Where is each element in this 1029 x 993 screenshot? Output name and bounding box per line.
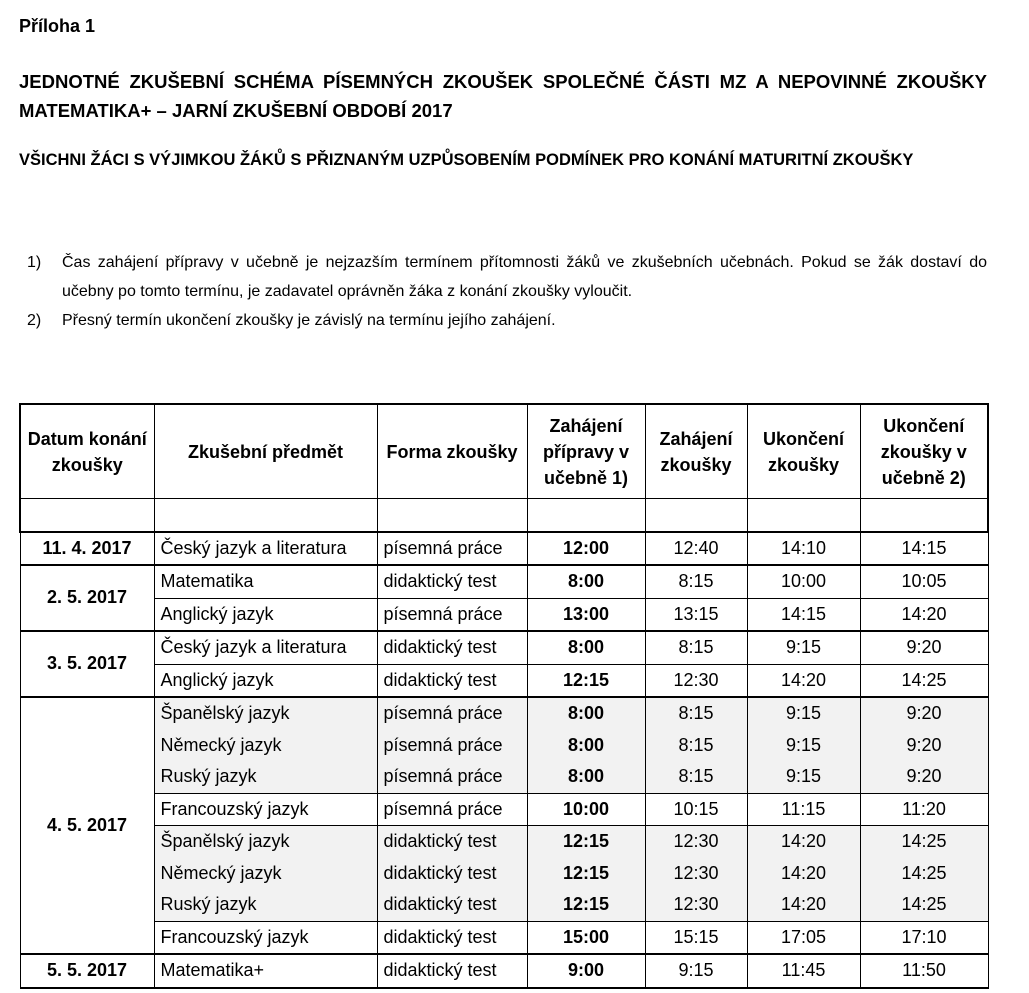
cell-exam-end: 9:15 (747, 761, 860, 793)
cell-subject: Český jazyk a literatura (154, 532, 377, 566)
cell-exam-start: 12:30 (645, 826, 747, 858)
exam-schedule-table (19, 403, 989, 989)
cell-subject: Český jazyk a literatura (154, 631, 377, 664)
header-subject: Zkušební předmět (154, 404, 377, 499)
cell-prep-start: 10:00 (527, 793, 645, 826)
cell-subject: Německý jazyk (154, 858, 377, 890)
header-prep-start: Zahájení přípravy v učebně 1) (527, 404, 645, 499)
cell-prep-start: 12:15 (527, 889, 645, 921)
cell-room-end: 14:25 (860, 664, 988, 697)
gap-cell (645, 499, 747, 532)
cell-room-end: 14:25 (860, 858, 988, 890)
cell-room-end: 9:20 (860, 697, 988, 730)
footnote-1 (27, 248, 987, 306)
cell-form: didaktický test (377, 826, 527, 858)
cell-exam-start: 15:15 (645, 921, 747, 954)
table-row (20, 697, 988, 730)
table-row (20, 793, 988, 826)
table-row (20, 730, 988, 762)
cell-subject: Matematika+ (154, 954, 377, 988)
cell-room-end: 9:20 (860, 631, 988, 664)
cell-subject: Francouzský jazyk (154, 921, 377, 954)
cell-exam-start: 8:15 (645, 565, 747, 598)
table-row (20, 631, 988, 664)
footnote-text: Čas zahájení přípravy v učebně je nejzazším termínem přítomnosti žáků ve zkušebních učebnách. Pokud se žák dostaví do učebny po tomto termínu, je zadavatel oprávněn žáka z konání zkoušky vyloučit. (62, 254, 987, 300)
cell-subject: Ruský jazyk (154, 761, 377, 793)
cell-prep-start: 15:00 (527, 921, 645, 954)
cell-exam-end: 9:15 (747, 697, 860, 730)
cell-form: písemná práce (377, 761, 527, 793)
cell-date: 11. 4. 2017 (20, 532, 154, 566)
table-row (20, 761, 988, 793)
cell-exam-start: 12:40 (645, 532, 747, 566)
cell-prep-start: 12:15 (527, 664, 645, 697)
cell-form: písemná práce (377, 730, 527, 762)
footnotes (27, 248, 987, 335)
cell-exam-start: 13:15 (645, 598, 747, 631)
cell-exam-start: 12:30 (645, 889, 747, 921)
cell-exam-end: 17:05 (747, 921, 860, 954)
table-row (20, 598, 988, 631)
cell-room-end: 10:05 (860, 565, 988, 598)
table-row (20, 889, 988, 921)
cell-subject: Francouzský jazyk (154, 793, 377, 826)
cell-form: didaktický test (377, 954, 527, 988)
header-gap (20, 499, 988, 532)
footnote-number: 1) (27, 254, 42, 271)
cell-exam-start: 10:15 (645, 793, 747, 826)
cell-date: 5. 5. 2017 (20, 954, 154, 988)
cell-subject: Německý jazyk (154, 730, 377, 762)
table-row (20, 858, 988, 890)
cell-exam-start: 8:15 (645, 697, 747, 730)
cell-prep-start: 8:00 (527, 565, 645, 598)
table-row (20, 532, 988, 566)
cell-date: 4. 5. 2017 (20, 697, 154, 954)
cell-prep-start: 8:00 (527, 730, 645, 762)
cell-subject: Ruský jazyk (154, 889, 377, 921)
header-date: Datum konání zkoušky (20, 404, 154, 499)
cell-subject: Španělský jazyk (154, 697, 377, 730)
cell-exam-end: 14:20 (747, 664, 860, 697)
cell-prep-start: 13:00 (527, 598, 645, 631)
cell-exam-end: 14:20 (747, 826, 860, 858)
cell-prep-start: 8:00 (527, 631, 645, 664)
gap-cell (527, 499, 645, 532)
cell-room-end: 17:10 (860, 921, 988, 954)
document-title: JEDNOTNÉ ZKUŠEBNÍ SCHÉMA PÍSEMNÝCH ZKOUŠEK SPOLEČNÉ ČÁSTI MZ A NEPOVINNÉ ZKOUŠKY MATEMATIKA+ – JARNÍ ZKUŠEBNÍ OBDOBÍ 2017 (19, 71, 987, 121)
cell-form: didaktický test (377, 664, 527, 697)
cell-subject: Španělský jazyk (154, 826, 377, 858)
cell-prep-start: 9:00 (527, 954, 645, 988)
gap-cell (377, 499, 527, 532)
cell-subject: Matematika (154, 565, 377, 598)
cell-exam-end: 14:20 (747, 858, 860, 890)
header-form: Forma zkoušky (377, 404, 527, 499)
cell-prep-start: 12:00 (527, 532, 645, 566)
cell-room-end: 14:25 (860, 826, 988, 858)
table-body (20, 532, 988, 988)
cell-prep-start: 8:00 (527, 761, 645, 793)
table-row (20, 565, 988, 598)
cell-exam-end: 9:15 (747, 631, 860, 664)
gap-cell (20, 499, 154, 532)
gap-cell (747, 499, 860, 532)
footnote-text: Přesný termín ukončení zkoušky je závislý na termínu jejího zahájení. (62, 312, 556, 329)
cell-date: 3. 5. 2017 (20, 631, 154, 697)
cell-form: písemná práce (377, 793, 527, 826)
cell-prep-start: 12:15 (527, 826, 645, 858)
table-row (20, 921, 988, 954)
cell-room-end: 14:20 (860, 598, 988, 631)
cell-subject: Anglický jazyk (154, 598, 377, 631)
cell-form: písemná práce (377, 697, 527, 730)
cell-exam-end: 14:10 (747, 532, 860, 566)
cell-exam-start: 8:15 (645, 631, 747, 664)
cell-prep-start: 12:15 (527, 858, 645, 890)
cell-exam-start: 9:15 (645, 954, 747, 988)
cell-room-end: 14:15 (860, 532, 988, 566)
cell-room-end: 9:20 (860, 761, 988, 793)
cell-room-end: 9:20 (860, 730, 988, 762)
cell-exam-end: 14:15 (747, 598, 860, 631)
table-row (20, 664, 988, 697)
cell-form: didaktický test (377, 858, 527, 890)
cell-form: didaktický test (377, 889, 527, 921)
cell-exam-end: 14:20 (747, 889, 860, 921)
cell-exam-start: 8:15 (645, 761, 747, 793)
cell-prep-start: 8:00 (527, 697, 645, 730)
cell-room-end: 14:25 (860, 889, 988, 921)
table-header-row (20, 404, 988, 499)
cell-exam-end: 10:00 (747, 565, 860, 598)
header-room-end: Ukončení zkoušky v učebně 2) (860, 404, 988, 499)
header-exam-start: Zahájení zkoušky (645, 404, 747, 499)
table-row (20, 826, 988, 858)
footnote-2 (27, 306, 987, 335)
gap-cell (154, 499, 377, 532)
cell-exam-start: 8:15 (645, 730, 747, 762)
cell-date: 2. 5. 2017 (20, 565, 154, 631)
cell-form: didaktický test (377, 565, 527, 598)
cell-room-end: 11:50 (860, 954, 988, 988)
cell-subject: Anglický jazyk (154, 664, 377, 697)
gap-cell (860, 499, 988, 532)
cell-exam-start: 12:30 (645, 664, 747, 697)
cell-form: písemná práce (377, 598, 527, 631)
cell-exam-start: 12:30 (645, 858, 747, 890)
cell-exam-end: 11:45 (747, 954, 860, 988)
document-subtitle: VŠICHNI ŽÁCI S VÝJIMKOU ŽÁKŮ S PŘIZNANÝM UZPŮSOBENÍM PODMÍNEK PRO KONÁNÍ MATURITNÍ ZKOUŠKY (19, 151, 914, 169)
cell-room-end: 11:20 (860, 793, 988, 826)
cell-exam-end: 9:15 (747, 730, 860, 762)
attachment-label: Příloha 1 (19, 16, 96, 36)
cell-form: písemná práce (377, 532, 527, 566)
header-exam-end: Ukončení zkoušky (747, 404, 860, 499)
cell-form: didaktický test (377, 921, 527, 954)
cell-exam-end: 11:15 (747, 793, 860, 826)
footnote-number: 2) (27, 312, 42, 329)
cell-form: didaktický test (377, 631, 527, 664)
table-row (20, 954, 988, 988)
